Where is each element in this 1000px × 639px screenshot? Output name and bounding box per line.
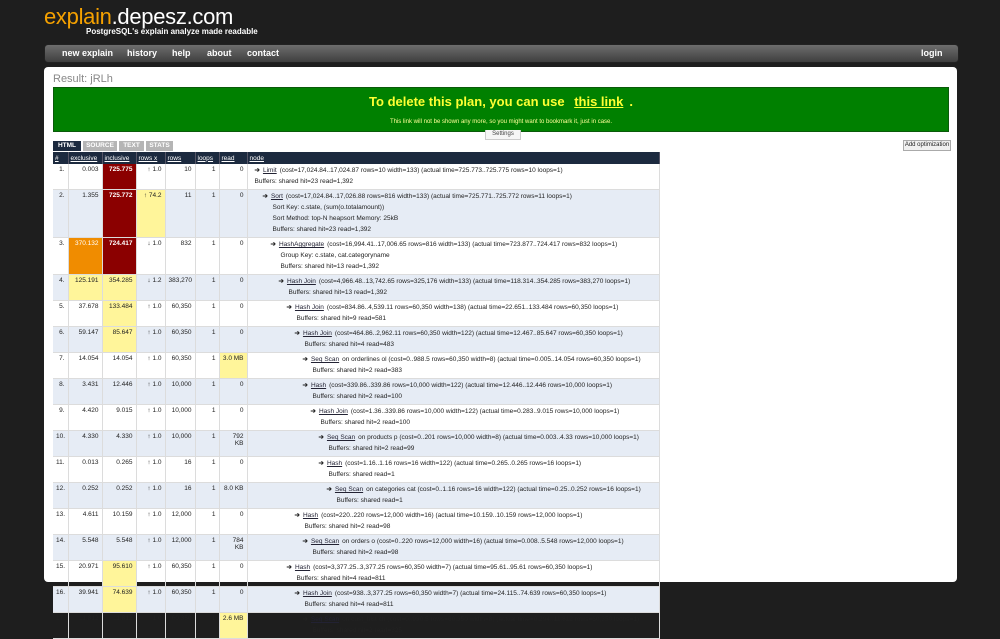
rows-estimate-ratio: ↑ 1.0 bbox=[136, 301, 165, 327]
exclusive-time: 4.611 bbox=[68, 509, 102, 535]
rows-estimate-ratio: ↑ 1.0 bbox=[136, 483, 165, 509]
inclusive-time: 85.647 bbox=[102, 327, 136, 353]
arrow-icon: ➔ bbox=[294, 330, 300, 337]
table-row bbox=[53, 190, 659, 238]
row-count: 60,350 bbox=[165, 587, 195, 613]
row-count: 832 bbox=[165, 238, 195, 275]
table-row bbox=[53, 164, 659, 190]
arrow-icon: ➔ bbox=[302, 616, 308, 623]
rows-estimate-ratio: ↑ 1.0 bbox=[136, 535, 165, 561]
node-type-link[interactable]: Seq Scan bbox=[334, 486, 364, 493]
node-details: on orderlines ol (cost=0..988.5 rows=60,350 width=8) (actual time=0.005..14.054 rows=60,350 loops=1) bbox=[342, 356, 641, 363]
node-sub-info: Buffers: shared hit=2 read=383 bbox=[312, 367, 402, 374]
exclusive-time: 4.420 bbox=[68, 405, 102, 431]
notice-prefix: To delete this plan, you can use bbox=[369, 94, 565, 109]
node-type-link[interactable]: Hash Join bbox=[302, 590, 332, 597]
nav-login[interactable]: login bbox=[921, 48, 943, 58]
rows-estimate-ratio: ↑ 1.0 bbox=[136, 164, 165, 190]
node-type-link[interactable]: HashAggregate bbox=[278, 241, 325, 248]
node-sub-info: Buffers: shared hit=2 read=100 bbox=[320, 419, 410, 426]
node-type-link[interactable]: Seq Scan bbox=[326, 434, 356, 441]
node-cell bbox=[247, 587, 659, 613]
exclusive-time: 5.548 bbox=[68, 535, 102, 561]
node-line bbox=[251, 615, 656, 625]
arrow-icon: ➔ bbox=[286, 304, 292, 311]
rows-estimate-ratio: ↑ 1.0 bbox=[136, 327, 165, 353]
inclusive-time: 74.639 bbox=[102, 587, 136, 613]
node-cell bbox=[247, 483, 659, 509]
tab-source[interactable]: SOURCE bbox=[83, 141, 117, 151]
node-details: on categories cat (cost=0..1.16 rows=16 width=122) (actual time=0.25..0.252 rows=16 loops=1) bbox=[366, 486, 641, 493]
node-line bbox=[251, 329, 656, 339]
table-row bbox=[53, 379, 659, 405]
row-number: 16. bbox=[53, 587, 68, 613]
read-amount: 792 KB bbox=[219, 431, 247, 457]
row-count: 60,350 bbox=[165, 613, 195, 639]
tab-text[interactable]: TEXT bbox=[119, 141, 144, 151]
node-type-link[interactable]: Hash Join bbox=[294, 304, 324, 311]
node-cell bbox=[247, 301, 659, 327]
loops-count: 1 bbox=[195, 301, 219, 327]
node-line bbox=[251, 192, 656, 202]
loops-count: 1 bbox=[195, 379, 219, 405]
node-cell bbox=[247, 327, 659, 353]
node-line bbox=[251, 563, 656, 573]
node-type-link[interactable]: Hash bbox=[294, 564, 311, 571]
row-number: 6. bbox=[53, 327, 68, 353]
node-details: (cost=1.36..339.86 rows=10,000 width=122) (actual time=0.283..9.015 rows=10,000 loops=1) bbox=[350, 408, 620, 415]
loops-count: 1 bbox=[195, 431, 219, 457]
row-number: 4. bbox=[53, 275, 68, 301]
read-amount: 784 KB bbox=[219, 535, 247, 561]
inclusive-time: 10.159 bbox=[102, 509, 136, 535]
loops-count: 1 bbox=[195, 535, 219, 561]
node-line bbox=[251, 589, 656, 599]
node-details: (cost=17,024.84..17,024.87 rows=10 width=133) (actual time=725.773..725.775 rows=10 loops=1) bbox=[279, 167, 563, 174]
arrow-icon: ➔ bbox=[318, 460, 324, 467]
row-count: 60,350 bbox=[165, 327, 195, 353]
exclusive-time: 0.013 bbox=[68, 457, 102, 483]
exclusive-time: 0.003 bbox=[68, 164, 102, 190]
row-count: 10,000 bbox=[165, 405, 195, 431]
row-number: 12. bbox=[53, 483, 68, 509]
col-header-index[interactable]: # bbox=[53, 152, 68, 164]
node-sub-info: Buffers: shared read=1 bbox=[336, 497, 403, 504]
col-header-loops[interactable]: loops bbox=[195, 152, 219, 164]
read-amount: 0 bbox=[219, 405, 247, 431]
row-number: 9. bbox=[53, 405, 68, 431]
table-row bbox=[53, 405, 659, 431]
node-type-link[interactable]: Seq Scan bbox=[310, 356, 340, 363]
exclusive-time: 1.355 bbox=[68, 190, 102, 238]
read-amount: 0 bbox=[219, 561, 247, 587]
row-number: 7. bbox=[53, 353, 68, 379]
rows-estimate-ratio: ↑ 1.0 bbox=[136, 587, 165, 613]
arrow-icon: ➔ bbox=[278, 278, 284, 285]
node-line bbox=[251, 355, 656, 365]
loops-count: 1 bbox=[195, 457, 219, 483]
rows-estimate-ratio: ↑ 1.0 bbox=[136, 405, 165, 431]
row-count: 11 bbox=[165, 190, 195, 238]
inclusive-time: 354.285 bbox=[102, 275, 136, 301]
node-cell bbox=[247, 379, 659, 405]
node-type-link[interactable]: Hash bbox=[302, 512, 319, 519]
read-amount: 0 bbox=[219, 238, 247, 275]
rows-estimate-ratio: ↑ 1.0 bbox=[136, 431, 165, 457]
node-details: (cost=834.86..4,539.11 rows=60,350 width=138) (actual time=22.651..133.484 rows=60,350 loops=1) bbox=[326, 304, 619, 311]
loops-count: 1 bbox=[195, 587, 219, 613]
inclusive-time: 14.054 bbox=[102, 353, 136, 379]
exclusive-time: 370.132 bbox=[68, 238, 102, 275]
exclusive-time: 39.941 bbox=[68, 587, 102, 613]
node-sub-info: Buffers: shared hit=13 read=1,392 bbox=[280, 263, 380, 270]
col-header-exclusive[interactable]: exclusive bbox=[68, 152, 102, 164]
read-amount: 0 bbox=[219, 457, 247, 483]
table-row bbox=[53, 353, 659, 379]
table-row bbox=[53, 238, 659, 275]
logo-text-domain: .depesz.com bbox=[111, 4, 234, 29]
node-sub-info: Buffers: shared hit=23 read=1,392 bbox=[272, 226, 372, 233]
row-count: 60,350 bbox=[165, 353, 195, 379]
loops-count: 1 bbox=[195, 405, 219, 431]
table-row bbox=[53, 509, 659, 535]
node-details: (cost=339.86..339.86 rows=10,000 width=122) (actual time=12.446..12.446 rows=10,000 loops=1) bbox=[329, 382, 613, 389]
node-details: (cost=4,966.48..13,742.65 rows=325,176 width=133) (actual time=118.314..354.285 rows=383,270 loops=1) bbox=[318, 278, 631, 285]
node-details: on products p (cost=0..201 rows=10,000 width=8) (actual time=0.003..4.33 rows=10,000 loops=1) bbox=[358, 434, 639, 441]
row-number: 14. bbox=[53, 535, 68, 561]
node-details: on cust_hist ch (cost=0..930.5 rows=60,350 width=8) (actual time=0.294..11.812 rows=60,350 loops=1) bbox=[342, 616, 640, 623]
node-sub-info: Sort Key: c.state, (sum(o.totalamount)) bbox=[272, 204, 385, 211]
delete-plan-link[interactable]: this link bbox=[574, 94, 624, 109]
node-line bbox=[251, 407, 656, 417]
node-sub-info: Buffers: shared hit=2 read=100 bbox=[312, 393, 402, 400]
loops-count: 1 bbox=[195, 164, 219, 190]
tab-html[interactable]: HTML bbox=[53, 141, 81, 151]
exclusive-time: 14.054 bbox=[68, 353, 102, 379]
arrow-icon: ➔ bbox=[326, 486, 332, 493]
row-count: 16 bbox=[165, 457, 195, 483]
row-count: 16 bbox=[165, 483, 195, 509]
node-line bbox=[251, 537, 656, 547]
rows-estimate-ratio: ↓ 1.2 bbox=[136, 275, 165, 301]
rows-estimate-ratio: ↑ 1.0 bbox=[136, 561, 165, 587]
inclusive-time: 5.548 bbox=[102, 535, 136, 561]
node-details: (cost=220..220 rows=12,000 width=16) (actual time=10.159..10.159 rows=12,000 loops=1) bbox=[321, 512, 583, 519]
notice-suffix: . bbox=[629, 94, 633, 109]
node-cell bbox=[247, 535, 659, 561]
col-header-inclusive[interactable]: inclusive bbox=[102, 152, 136, 164]
exclusive-time: 37.678 bbox=[68, 301, 102, 327]
node-line bbox=[251, 240, 656, 250]
explain-plan-table bbox=[53, 152, 660, 639]
node-cell bbox=[247, 238, 659, 275]
row-number: 2. bbox=[53, 190, 68, 238]
rows-estimate-ratio: ↑ 1.0 bbox=[136, 613, 165, 639]
inclusive-time: 724.417 bbox=[102, 238, 136, 275]
inclusive-time: 0.252 bbox=[102, 483, 136, 509]
settings-button[interactable]: Settings bbox=[485, 130, 521, 140]
loops-count: 1 bbox=[195, 327, 219, 353]
node-details: (cost=938..3,377.25 rows=60,350 width=7) (actual time=24.115..74.639 rows=60,350 loops=1) bbox=[334, 590, 607, 597]
node-line bbox=[251, 459, 656, 469]
node-type-link[interactable]: Hash bbox=[326, 460, 343, 467]
node-line bbox=[251, 485, 656, 495]
site-tagline: PostgreSQL's explain analyze made readable bbox=[86, 27, 258, 36]
node-sub-info: Buffers: shared hit=13 read=1,392 bbox=[288, 289, 388, 296]
node-sub-info: Buffers: shared hit=23 read=1,392 bbox=[254, 178, 354, 185]
node-sub-info: Buffers: shared hit=2 read=98 bbox=[304, 523, 391, 530]
row-number: 3. bbox=[53, 238, 68, 275]
loops-count: 1 bbox=[195, 483, 219, 509]
arrow-icon: ➔ bbox=[302, 382, 308, 389]
result-panel bbox=[44, 67, 957, 634]
node-sub-info: Buffers: shared hit=4 read=811 bbox=[304, 601, 394, 608]
tab-stats[interactable]: STATS bbox=[146, 141, 173, 151]
arrow-icon: ➔ bbox=[302, 356, 308, 363]
inclusive-time: 725.772 bbox=[102, 190, 136, 238]
node-line bbox=[251, 303, 656, 313]
exclusive-time: 11.812 bbox=[68, 613, 102, 639]
node-cell bbox=[247, 275, 659, 301]
row-count: 12,000 bbox=[165, 509, 195, 535]
notice-main-text bbox=[54, 94, 948, 109]
table-row bbox=[53, 301, 659, 327]
loops-count: 1 bbox=[195, 238, 219, 275]
inclusive-time: 11.812 bbox=[102, 613, 136, 639]
node-sub-info: Buffers: shared hit=2 read=99 bbox=[328, 445, 415, 452]
node-type-link[interactable]: Hash bbox=[310, 382, 327, 389]
table-row bbox=[53, 275, 659, 301]
node-sub-info: Buffers: shared hit=4 read=483 bbox=[304, 341, 394, 348]
table-row bbox=[53, 535, 659, 561]
row-number: 8. bbox=[53, 379, 68, 405]
exclusive-time: 59.147 bbox=[68, 327, 102, 353]
read-amount: 0 bbox=[219, 301, 247, 327]
row-count: 60,350 bbox=[165, 301, 195, 327]
rows-estimate-ratio: ↑ 1.0 bbox=[136, 509, 165, 535]
node-type-link[interactable]: Seq Scan bbox=[310, 616, 340, 623]
logo-text-explain: explain bbox=[44, 4, 112, 29]
read-amount: 8.0 KB bbox=[219, 483, 247, 509]
inclusive-time: 12.446 bbox=[102, 379, 136, 405]
nav-contact[interactable]: contact bbox=[247, 48, 280, 58]
loops-count: 1 bbox=[195, 561, 219, 587]
col-header-rows-x[interactable]: rows x bbox=[136, 152, 165, 164]
node-sub-info: Buffers: shared hit=2 read=98 bbox=[312, 549, 399, 556]
row-number: 10. bbox=[53, 431, 68, 457]
node-line bbox=[251, 511, 656, 521]
arrow-icon: ➔ bbox=[310, 408, 316, 415]
read-amount: 0 bbox=[219, 190, 247, 238]
node-sub-info: Buffers: shared hit=9 read=581 bbox=[296, 315, 386, 322]
node-sub-info: Group Key: c.state, cat.categoryname bbox=[280, 252, 390, 259]
row-count: 10,000 bbox=[165, 379, 195, 405]
node-type-link[interactable]: Sort bbox=[270, 193, 283, 200]
node-sub-info: Sort Method: top-N heapsort Memory: 25kB bbox=[272, 215, 399, 222]
exclusive-time: 3.431 bbox=[68, 379, 102, 405]
row-number: 5. bbox=[53, 301, 68, 327]
row-count: 383,270 bbox=[165, 275, 195, 301]
nav-history[interactable]: history bbox=[127, 48, 158, 58]
arrow-icon: ➔ bbox=[262, 193, 268, 200]
loops-count: 1 bbox=[195, 353, 219, 379]
rows-estimate-ratio: ↑ 1.0 bbox=[136, 379, 165, 405]
col-header-read[interactable]: read bbox=[219, 152, 247, 164]
node-line bbox=[251, 277, 656, 287]
arrow-icon: ➔ bbox=[302, 538, 308, 545]
exclusive-time: 0.252 bbox=[68, 483, 102, 509]
arrow-icon: ➔ bbox=[294, 512, 300, 519]
table-row bbox=[53, 613, 659, 639]
arrow-icon: ➔ bbox=[270, 241, 276, 248]
read-amount: 0 bbox=[219, 327, 247, 353]
inclusive-time: 0.265 bbox=[102, 457, 136, 483]
read-amount: 0 bbox=[219, 509, 247, 535]
exclusive-time: 20.971 bbox=[68, 561, 102, 587]
node-sub-info: Buffers: shared read=1 bbox=[328, 471, 395, 478]
row-number: 17. bbox=[53, 613, 68, 639]
table-row bbox=[53, 587, 659, 613]
node-line bbox=[251, 433, 656, 443]
exclusive-time: 125.191 bbox=[68, 275, 102, 301]
inclusive-time: 95.610 bbox=[102, 561, 136, 587]
node-line bbox=[251, 166, 656, 176]
node-type-link[interactable]: Limit bbox=[262, 167, 277, 174]
rows-estimate-ratio: ↑ 1.0 bbox=[136, 457, 165, 483]
site-header bbox=[0, 0, 1000, 44]
arrow-icon: ➔ bbox=[286, 564, 292, 571]
read-amount: 0 bbox=[219, 275, 247, 301]
inclusive-time: 725.775 bbox=[102, 164, 136, 190]
node-details: (cost=16,994.41..17,006.65 rows=816 width=133) (actual time=723.877..724.417 rows=832 loops=1) bbox=[327, 241, 618, 248]
loops-count: 1 bbox=[195, 509, 219, 535]
node-cell bbox=[247, 509, 659, 535]
nav-about[interactable]: about bbox=[207, 48, 232, 58]
rows-estimate-ratio: ↓ 1.0 bbox=[136, 238, 165, 275]
node-type-link[interactable]: Hash Join bbox=[286, 278, 316, 285]
table-header-row bbox=[53, 152, 659, 164]
node-cell bbox=[247, 190, 659, 238]
node-details: (cost=1.16..1.16 rows=16 width=122) (actual time=0.265..0.265 rows=16 loops=1) bbox=[345, 460, 582, 467]
node-cell bbox=[247, 457, 659, 483]
node-sub-info: Buffers: shared hit=4 read=811 bbox=[296, 575, 386, 582]
exclusive-time: 4.330 bbox=[68, 431, 102, 457]
row-count: 12,000 bbox=[165, 535, 195, 561]
inclusive-time: 4.330 bbox=[102, 431, 136, 457]
delete-notice bbox=[53, 87, 949, 132]
row-number: 13. bbox=[53, 509, 68, 535]
node-cell bbox=[247, 613, 659, 639]
loops-count: 1 bbox=[195, 275, 219, 301]
node-cell bbox=[247, 353, 659, 379]
row-count: 10,000 bbox=[165, 431, 195, 457]
table-row bbox=[53, 431, 659, 457]
table-row bbox=[53, 457, 659, 483]
table-row bbox=[53, 327, 659, 353]
row-number: 15. bbox=[53, 561, 68, 587]
node-sub-info: Buffers: shared hit=2 read=325 bbox=[312, 627, 402, 634]
col-header-rows[interactable]: rows bbox=[165, 152, 195, 164]
read-amount: 0 bbox=[219, 587, 247, 613]
read-amount: 3.0 MB bbox=[219, 353, 247, 379]
table-row bbox=[53, 483, 659, 509]
node-line bbox=[251, 381, 656, 391]
row-count: 10 bbox=[165, 164, 195, 190]
row-number: 1. bbox=[53, 164, 68, 190]
plan-rows bbox=[53, 164, 659, 639]
arrow-icon: ➔ bbox=[294, 590, 300, 597]
nav-help[interactable]: help bbox=[172, 48, 191, 58]
node-cell bbox=[247, 405, 659, 431]
node-cell bbox=[247, 431, 659, 457]
inclusive-time: 133.484 bbox=[102, 301, 136, 327]
inclusive-time: 9.015 bbox=[102, 405, 136, 431]
node-details: (cost=3,377.25..3,377.25 rows=60,350 width=7) (actual time=95.61..95.61 rows=60,350 loops=1) bbox=[313, 564, 593, 571]
arrow-icon: ➔ bbox=[318, 434, 324, 441]
col-header-node[interactable]: node bbox=[247, 152, 659, 164]
node-details: on orders o (cost=0..220 rows=12,000 width=16) (actual time=0.008..5.548 rows=12,000 loops=1) bbox=[342, 538, 624, 545]
add-optimization-button[interactable]: Add optimization bbox=[903, 140, 951, 151]
read-amount: 0 bbox=[219, 164, 247, 190]
node-details: (cost=464.86..2,962.11 rows=60,350 width=122) (actual time=12.467..85.647 rows=60,350 loops=1) bbox=[334, 330, 623, 337]
result-title: Result: jRLh bbox=[53, 73, 113, 85]
rows-estimate-ratio: ↑ 74.2 bbox=[136, 190, 165, 238]
nav-new-explain[interactable]: new explain bbox=[62, 48, 114, 58]
row-count: 60,350 bbox=[165, 561, 195, 587]
node-type-link[interactable]: Hash Join bbox=[302, 330, 332, 337]
row-number: 11. bbox=[53, 457, 68, 483]
read-amount: 0 bbox=[219, 379, 247, 405]
read-amount: 2.6 MB bbox=[219, 613, 247, 639]
node-type-link[interactable]: Seq Scan bbox=[310, 538, 340, 545]
notice-subtext: This link will not be shown any more, so you might want to bookmark it, just in case. bbox=[389, 119, 613, 125]
main-navbar bbox=[44, 44, 959, 63]
loops-count: 1 bbox=[195, 613, 219, 639]
rows-estimate-ratio: ↑ 1.0 bbox=[136, 353, 165, 379]
node-details: (cost=17,024.84..17,026.88 rows=816 width=133) (actual time=725.771..725.772 rows=11 loops=1) bbox=[285, 193, 572, 200]
arrow-icon: ➔ bbox=[254, 167, 260, 174]
node-type-link[interactable]: Hash Join bbox=[318, 408, 348, 415]
node-cell bbox=[247, 164, 659, 190]
loops-count: 1 bbox=[195, 190, 219, 238]
